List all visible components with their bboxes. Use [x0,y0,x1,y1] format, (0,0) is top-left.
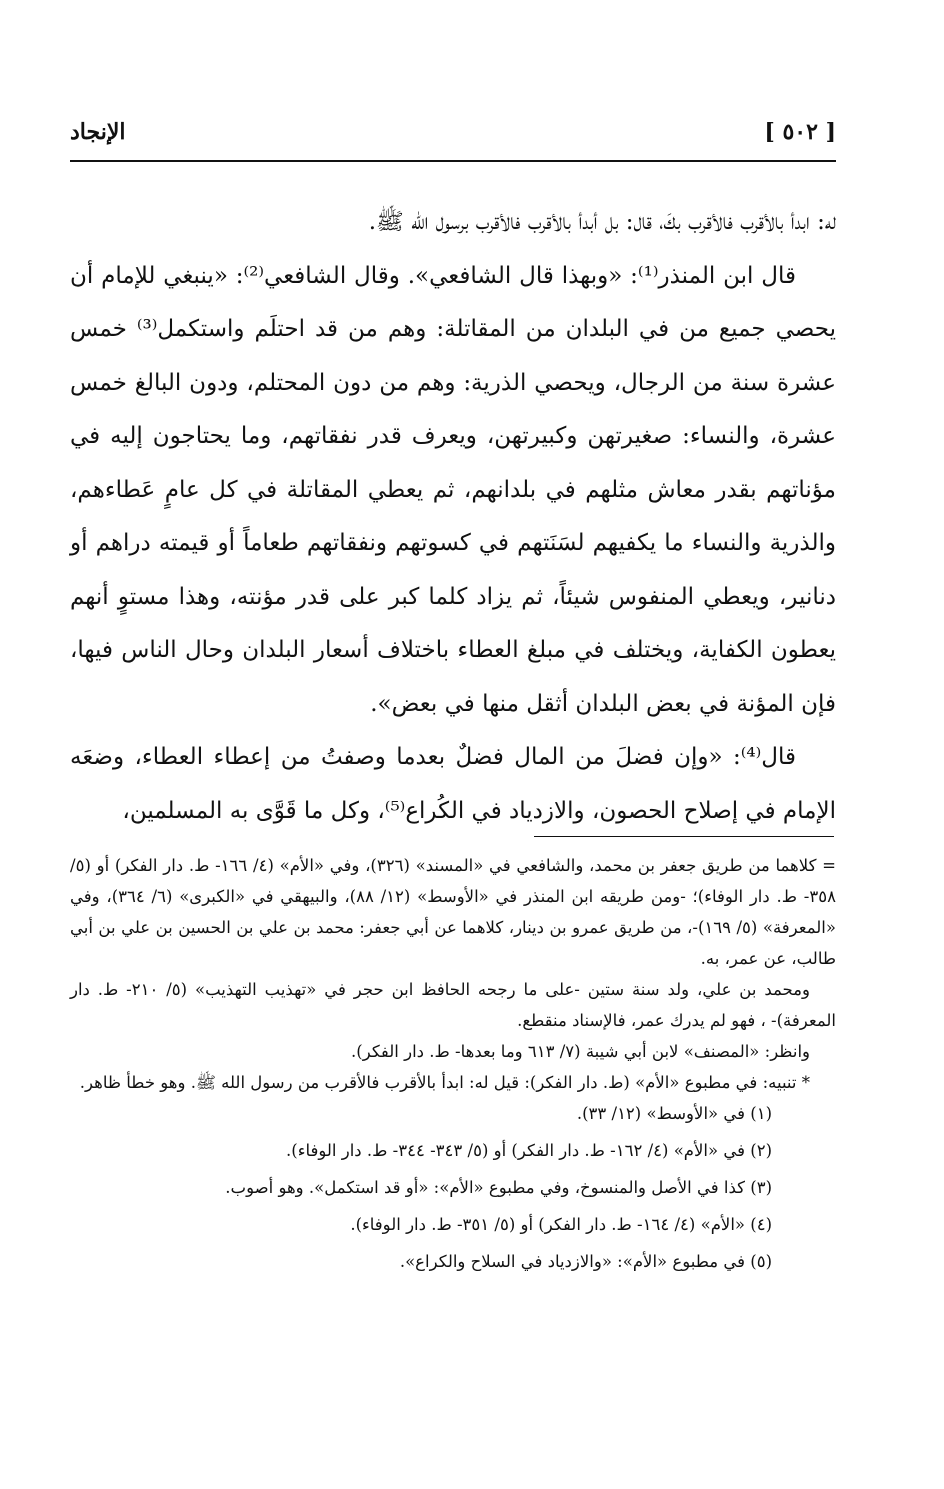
footnote-list [70,1098,836,1277]
body-paragraph: له: ابدأ بالأقرب فالأقرب بكَ، قال: بل أبدأ بالأقرب فالأقرب برسول الله ﷺ. [368,209,836,235]
page-header [70,112,836,162]
page-number: [ ٥٠٢ ] [764,119,836,145]
footnote-continuation: وانظر: «المصنف» لابن أبي شيبة (٧/ ٦١٣ وما بعدها- ط. دار الفكر). [351,1042,810,1061]
footnote-continuation: ومحمد بن علي، ولد سنة ستين -على ما رجحه الحافظ ابن حجر في «تهذيب التهذيب» (٥/ ٢١٠- ط. دار المعرفة)- ، فهو لم يدرك عمر، فالإسناد منقطع. [70,980,836,1030]
book-title: الإنجاد [70,119,126,145]
footnote-item: (٤) «الأم» (٤/ ١٦٤- ط. دار الفكر) أو (٥/ ٣٥١- ط. دار الوفاء). [350,1215,772,1234]
footnote-warning: * تنبيه: في مطبوع «الأم» (ط. دار الفكر): قيل له: ابدأ بالأقرب فالأقرب من رسول الله ﷺ. وهو خطأ ظاهر. [79,1073,810,1092]
body-paragraph: قال ابن المنذر⁽¹⁾: «وبهذا قال الشافعي». وقال الشافعي⁽²⁾: «ينبغي للإمام أن يحصي جميع من في البلدان من المقاتلة: وهم من قد احتلَم واستكمل⁽³⁾ خمس عشرة سنة من الرجال، ويحصي الذرية: وهم من دون المحتلم، ودون البالغ خمس عشرة، والنساء: صغيرتهن وكبيرتهن، ويعرف قدر نفقاتهم، وما يحتاجون إليه في مؤناتهم بقدر معاش مثلهم في بلدانهم، ثم يعطي المقاتلة في كل عامٍ عَطاءهم، والذرية والنساء ما يكفيهم لسَنَتهم في كسوتهم ونفقاتهم طعاماً أو قيمته دراهم أو دنانير، ويعطي المنفوس شيئاً، ثم يزاد كلما كبر على قدر مؤنته، وهذا مستوٍ أنهم يعطون الكفاية، ويختلف في مبلغ العطاء باختلاف أسعار البلدان وحال الناس فيها، فإن المؤنة في بعض البلدان أثقل منها في بعض». [70,262,836,717]
footnotes [70,850,836,1283]
footnote-item: (٢) في «الأم» (٤/ ١٦٢- ط. دار الفكر) أو (٥/ ٣٤٣- ٣٤٤- ط. دار الوفاء). [286,1141,772,1160]
footnote-continuation: = كلاهما من طريق جعفر بن محمد، والشافعي في «المسند» (٣٢٦)، وفي «الأم» (٤/ ١٦٦- ط. دار الفكر) أو (٥/ ٣٥٨- ط. دار الوفاء)؛ -ومن طريقه ابن المنذر في «الأوسط» (١٢/ ٨٨)، والبيهقي في «الكبرى» (٦/ ٣٦٤)، وفي «المعرفة» (٥/ ١٦٩)-، من طريق عمرو بن دينار، كلاهما عن أبي جعفر: محمد بن علي بن الحسين بن علي بن أبي طالب، عن عمر، به. [70,856,836,968]
footnote-item: (١) في «الأوسط» (١٢/ ٣٣). [576,1104,772,1123]
main-text [70,196,836,838]
body-paragraph: قال⁽⁴⁾: «وإن فضلَ من المال فضلٌ بعدما وصفتُ من إعطاء العطاء، وضعَه الإمام في إصلاح الحصون، والازدياد في الكُراع⁽⁵⁾، وكل ما قَوَّى به المسلمين، [70,744,836,824]
footnote-item: (٣) كذا في الأصل والمنسوخ، وفي مطبوع «الأم»: «أو قد استكمل». وهو أصوب. [225,1178,772,1197]
footnote-item: (٥) في مطبوع «الأم»: «والازدياد في السلاح والكراع». [399,1252,772,1271]
footnote-separator [534,836,834,837]
